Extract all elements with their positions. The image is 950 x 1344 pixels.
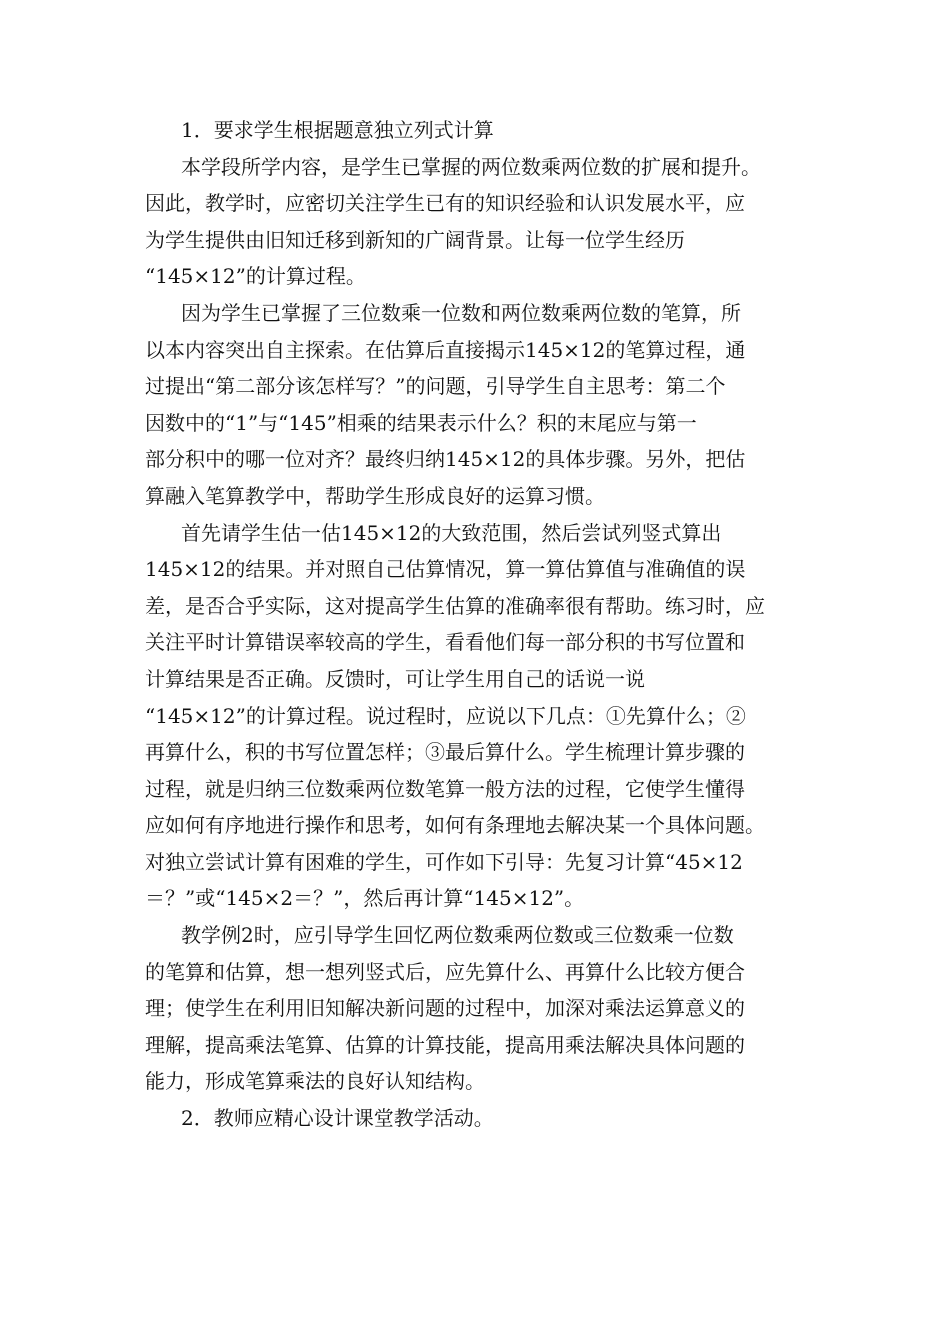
text-line: 2．教师应精心设计课堂教学活动。 [181, 1106, 494, 1131]
text-line: “145×12”的计算过程。 [145, 264, 366, 289]
text-line: “145×12”的计算过程。说过程时，应说以下几点：①先算什么；② [145, 703, 746, 728]
text-line: 理；使学生在利用旧知解决新问题的过程中，加深对乘法运算意义的 [145, 996, 745, 1021]
text-line: 因数中的“1”与“145”相乘的结果表示什么？积的末尾应与第一 [145, 410, 697, 435]
text-line: 以本内容突出自主探索。在估算后直接揭示145×12的笔算过程，通 [145, 337, 746, 362]
text-line: 差，是否合乎实际，这对提高学生估算的准确率很有帮助。练习时，应 [145, 593, 765, 618]
text-line: ＝？”或“145×2＝？”，然后再计算“145×12”。 [145, 886, 585, 911]
text-line: 的笔算和估算，想一想列竖式后，应先算什么、再算什么比较方便合 [145, 959, 745, 984]
text-line: 因为学生已掌握了三位数乘一位数和两位数乘两位数的笔算，所 [181, 300, 741, 325]
text-line: 过提出“第二部分该怎样写？”的问题，引导学生自主思考：第二个 [145, 374, 726, 399]
text-line: 首先请学生估一估145×12的大致范围，然后尝试列竖式算出 [181, 520, 722, 545]
document-body [145, 112, 825, 1137]
text-line: 本学段所学内容，是学生已掌握的两位数乘两位数的扩展和提升。 [181, 154, 761, 179]
text-line: 145×12的结果。并对照自己估算情况，算一算估算值与准确值的误 [145, 557, 746, 582]
text-line: 因此，教学时，应密切关注学生已有的知识经验和认识发展水平，应 [145, 191, 745, 216]
text-line: 部分积中的哪一位对齐？最终归纳145×12的具体步骤。另外，把估 [145, 447, 746, 472]
text-line: 应如何有序地进行操作和思考，如何有条理地去解决某一个具体问题。 [145, 813, 765, 838]
text-line: 计算结果是否正确。反馈时，可让学生用自己的话说一说 [145, 666, 645, 691]
text-line: 关注平时计算错误率较高的学生，看看他们每一部分积的书写位置和 [145, 630, 745, 655]
text-line: 为学生提供由旧知迁移到新知的广阔背景。让每一位学生经历 [145, 227, 685, 252]
text-line: 对独立尝试计算有困难的学生，可作如下引导：先复习计算“45×12 [145, 849, 743, 874]
text-line: 能力，形成笔算乘法的良好认知结构。 [145, 1069, 485, 1094]
text-line: 再算什么，积的书写位置怎样；③最后算什么。学生梳理计算步骤的 [145, 740, 745, 765]
text-line: 过程，就是归纳三位数乘两位数笔算一般方法的过程，它使学生懂得 [145, 776, 745, 801]
text-line: 算融入笔算教学中，帮助学生形成良好的运算习惯。 [145, 483, 605, 508]
text-line: 理解，提高乘法笔算、估算的计算技能，提高用乘法解决具体问题的 [145, 1032, 745, 1057]
text-line: 1．要求学生根据题意独立列式计算 [181, 118, 494, 142]
text-line: 教学例2时，应引导学生回忆两位数乘两位数或三位数乘一位数 [181, 923, 734, 948]
